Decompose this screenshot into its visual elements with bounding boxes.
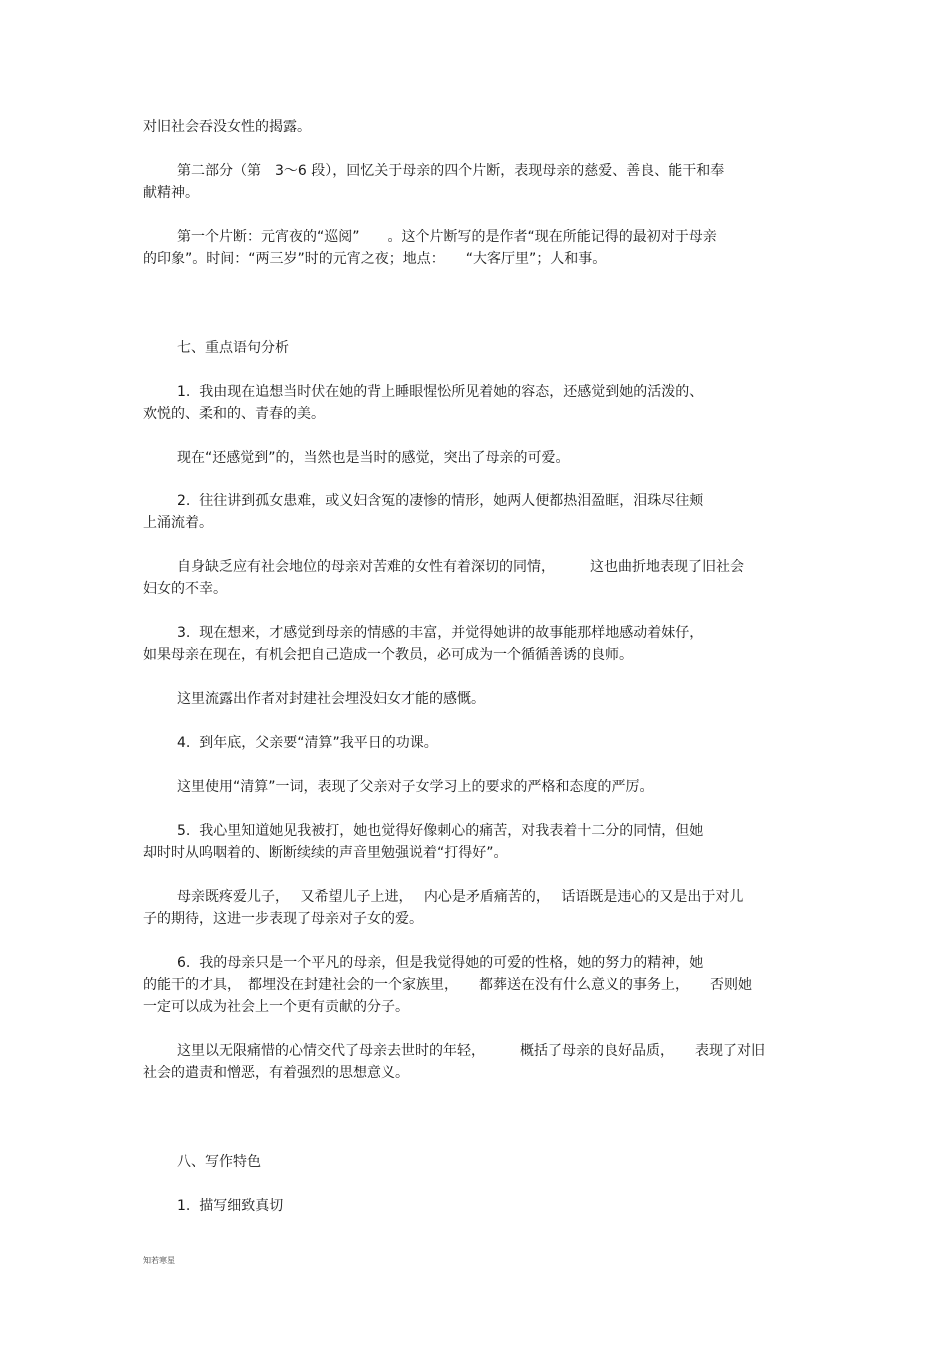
analysis-line: 社会的遣责和憎恶，有着强烈的思想意义。 xyxy=(143,1065,409,1081)
analysis-line: 这里以无限痛惜的心情交代了母亲去世时的年轻， 概括了母亲的良好品质， 表现了对旧 xyxy=(177,1043,765,1059)
quote-line: 却时时从呜咽着的、断断续续的声音里勉强说着“打得好”。 xyxy=(143,845,508,861)
analysis-line: 妇女的不幸。 xyxy=(143,581,227,597)
quote-line: 3. 现在想来，才感觉到母亲的情感的丰富，并觉得她讲的故事能那样地感动着妹仔， xyxy=(177,625,704,641)
section-heading: 八、写作特色 xyxy=(177,1154,261,1170)
quote-line: 如果母亲在现在，有机会把自己造成一个教员，必可成为一个循循善诱的良师。 xyxy=(143,647,633,663)
analysis-line: 自身缺乏应有社会地位的母亲对苦难的女性有着深切的同情， 这也曲折地表现了旧社会 xyxy=(177,559,744,575)
analysis-line: 子的期待，这进一步表现了母亲对子女的爱。 xyxy=(143,911,423,927)
quote-line: 一定可以成为社会上一个更有贡献的分子。 xyxy=(143,999,409,1015)
quote-line: 上涌流着。 xyxy=(143,515,213,531)
section-heading: 七、重点语句分析 xyxy=(177,340,289,356)
subsection-heading: 1. 描写细致真切 xyxy=(177,1198,284,1214)
paragraph-line: 第一个片断：元宵夜的“巡阅” 。这个片断写的是作者“现在所能记得的最初对于母亲 xyxy=(177,229,717,245)
quote-line: 6. 我的母亲只是一个平凡的母亲，但是我觉得她的可爱的性格，她的努力的精神，她 xyxy=(177,955,704,971)
analysis-line: 现在“还感觉到”的，当然也是当时的感觉，突出了母亲的可爱。 xyxy=(177,450,570,466)
quote-line: 4. 到年底，父亲要“清算”我平日的功课。 xyxy=(177,735,438,751)
paragraph-line: 对旧社会吞没女性的揭露。 xyxy=(143,119,311,135)
quote-line: 欢悦的、柔和的、青春的美。 xyxy=(143,406,325,422)
quote-line: 的能干的才具， 都埋没在封建社会的一个家族里， 都葬送在没有什么意义的事务上， 否则她 xyxy=(143,977,752,993)
page-footer: 知若寒星 xyxy=(143,1256,175,1265)
quote-line: 5. 我心里知道她见我被打，她也觉得好像刺心的痛苦，对我表着十二分的同情，但她 xyxy=(177,823,704,839)
analysis-line: 这里使用“清算”一词，表现了父亲对子女学习上的要求的严格和态度的严厉。 xyxy=(177,779,654,795)
quote-line: 2. 往往讲到孤女患难，或义妇含冤的凄惨的情形，她两人便都热泪盈眶，泪珠尽往颊 xyxy=(177,493,704,509)
quote-line: 1. 我由现在追想当时伏在她的背上睡眼惺忪所见着她的容态，还感觉到她的活泼的、 xyxy=(177,384,704,400)
paragraph-line: 献精神。 xyxy=(143,185,199,201)
paragraph-line: 的印象”。时间：“两三岁”时的元宵之夜；地点： “大客厅里”；人和事。 xyxy=(143,251,607,267)
analysis-line: 这里流露出作者对封建社会埋没妇女才能的感慨。 xyxy=(177,691,485,707)
analysis-line: 母亲既疼爱儿子， 又希望儿子上进， 内心是矛盾痛苦的， 话语既是违心的又是出于对儿 xyxy=(177,889,744,905)
paragraph-line: 第二部分（第 3～6 段），回忆关于母亲的四个片断，表现母亲的慈爱、善良、能干和奉 xyxy=(177,163,725,179)
